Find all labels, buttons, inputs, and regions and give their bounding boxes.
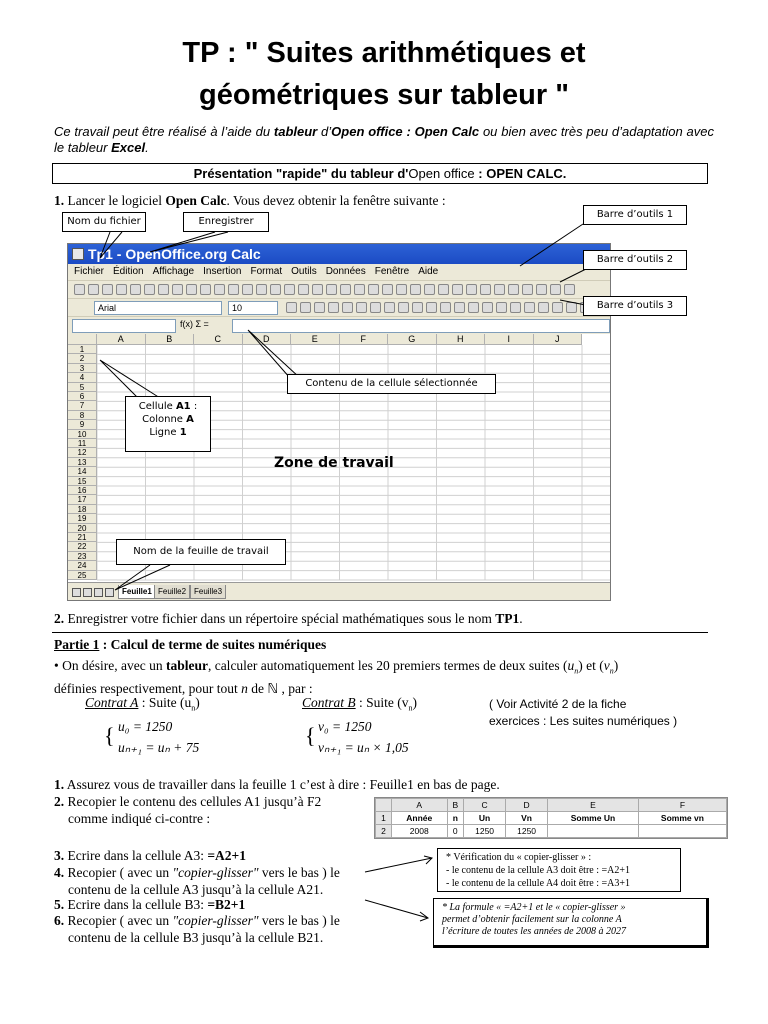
callout-cellule-a1: Cellule A1 : Colonne A Ligne 1 (125, 396, 211, 452)
row-header[interactable]: 18 (68, 505, 97, 514)
row-header[interactable]: 4 (68, 373, 97, 382)
menu-item[interactable]: Données (325, 266, 366, 277)
contrat-b-label: Contrat B : Suite $(v_n)$ (302, 695, 418, 713)
row-header[interactable]: 7 (68, 401, 97, 410)
table-cell: 1250 (506, 825, 548, 838)
table-col-header: F (638, 799, 726, 812)
formula-symbols: f(x) Σ = (180, 319, 209, 329)
menu-item[interactable]: Fichier (74, 266, 105, 277)
table-header-row (376, 799, 727, 812)
table-col-header: C (464, 799, 506, 812)
callout-contenu-cellule: Contenu de la cellule sélectionnée (287, 374, 496, 394)
section-separator (52, 632, 708, 633)
row-header[interactable]: 24 (68, 561, 97, 570)
verification-line: - le contenu de la cellule A3 doit être : =A2+1 (446, 865, 630, 876)
row-header[interactable]: 22 (68, 542, 97, 551)
column-header[interactable]: E (291, 334, 340, 345)
menu-item[interactable]: Édition (113, 266, 144, 277)
row-header[interactable]: 9 (68, 420, 97, 429)
table-col-header: D (506, 799, 548, 812)
arrow-verif (365, 858, 432, 872)
table-cell: Somme vn (638, 812, 726, 825)
arrow-verif-head (424, 856, 432, 864)
contrat-a-brace: { (104, 723, 115, 748)
table-cell: 1250 (464, 825, 506, 838)
row-header[interactable]: 1 (68, 345, 97, 354)
table-cell (548, 825, 639, 838)
step-2-recopier: 2. Recopier le contenu des cellules A1 jusqu’à F2 comme indiqué ci-contre : (54, 794, 322, 826)
row-header[interactable]: 16 (68, 486, 97, 495)
table-corner (376, 799, 392, 812)
table-cell (638, 825, 726, 838)
callout-enregistrer: Enregistrer (183, 212, 269, 232)
row-header[interactable]: 2 (68, 354, 97, 363)
font-name-field: Arial (94, 301, 222, 315)
contrat-b-eq1: v₀ = 1250 (318, 719, 372, 734)
row-header[interactable]: 15 (68, 477, 97, 486)
row-header[interactable]: 10 (68, 430, 97, 439)
verification-line: - le contenu de la cellule A4 doit être : =A3+1 (446, 878, 630, 889)
step2-save: 2. Enregistrer votre fichier dans un répertoire spécial mathématiques sous le nom TP1. (54, 611, 523, 626)
presentation-box: Présentation "rapide" du tableur d'Open office : OPEN CALC. (52, 163, 708, 184)
row-header[interactable]: 12 (68, 448, 97, 457)
callout-pointer-feuille (115, 565, 170, 590)
table-cell: Somme Un (548, 812, 639, 825)
step-4-recopier-a3: 4. Recopier ( avec un "copier-glisser" vers le bas ) le contenu de la cellule A3 jusqu’à la cellule A21. (54, 865, 340, 897)
row-header[interactable]: 21 (68, 533, 97, 542)
contrat-a-eq1: u₀ = 1250 (118, 719, 173, 734)
menu-item[interactable]: Aide (418, 266, 439, 277)
row-header[interactable]: 6 (68, 392, 97, 401)
menu-item[interactable]: Outils (291, 266, 317, 277)
sheet-tab[interactable]: Feuille3 (190, 585, 226, 599)
callout-nom-fichier: Nom du fichier (62, 212, 146, 232)
step-3-ecrire-a3: 3. Ecrire dans la cellule A3: =A2+1 (54, 848, 246, 863)
table-col-header: E (548, 799, 639, 812)
row-header[interactable]: 25 (68, 571, 97, 580)
verification-title: * Vérification du « copier-glisser » : (446, 852, 592, 863)
page-title-line2: géométriques sur tableur " (199, 79, 569, 111)
step-5-ecrire-b3: 5. Ecrire dans la cellule B3: =B2+1 (54, 897, 246, 912)
row-header[interactable]: 14 (68, 467, 97, 476)
callout-pointer-nom (100, 232, 122, 258)
intro-paragraph: Ce travail peut être réalisé à l’aide du tableur d’Open office : Open Calc ou bien avec très peu d’adaptation avec le tableur Excel. (54, 124, 715, 155)
column-header[interactable]: D (243, 334, 292, 345)
row-header[interactable]: 17 (68, 495, 97, 504)
table-cell: n (447, 812, 464, 825)
step-6-recopier-b3: 6. Recopier ( avec un "copier-glisser" vers le bas ) le contenu de la cellule B3 jusqu’à la cellule B21. (54, 913, 340, 945)
callout-pointer-cellule (100, 360, 160, 398)
sheet-tab[interactable]: Feuille2 (154, 585, 190, 599)
column-header[interactable]: H (437, 334, 486, 345)
row-header[interactable]: 3 (68, 364, 97, 373)
callout-barre-2: Barre d’outils 2 (583, 250, 687, 270)
table-col-header: A (392, 799, 448, 812)
contrat-a-eq2: uₙ₊₁ = uₙ + 75 (118, 740, 200, 755)
example-table (374, 797, 728, 839)
menu-item[interactable]: Affichage (152, 266, 195, 277)
menu-item[interactable]: Insertion (203, 266, 242, 277)
partie1-paragraph: • On désire, avec un tableur, calculer automatiquement les 20 premiers termes de deux suites $(u_n)$ et $(v_n)$ définies respectivement, pour tout n de ℕ , par : (54, 658, 619, 696)
table-row (376, 812, 727, 825)
callout-nom-feuille: Nom de la feuille de travail (116, 539, 286, 565)
partie1-heading: Partie 1 : Calcul de terme de suites numériques (54, 637, 327, 652)
voir-activite-note: ( Voir Activité 2 de la fiche exercices : Les suites numériques ) (489, 697, 678, 728)
contrat-a-label: Contrat A : Suite $(u_n)$ (85, 695, 200, 713)
formule-box: * La formule « =A2+1 et le « copier-glisser » permet d’obtenir facilement sur la colonne A l’écriture de toutes les années de 2008 à 2027 (433, 898, 709, 948)
callout-pointer-contenu (248, 330, 300, 378)
arrow-formule (365, 900, 428, 918)
menu-item[interactable]: Fenêtre (374, 266, 410, 277)
column-header[interactable]: B (146, 334, 195, 345)
callout-pointer-enregistrer (150, 232, 228, 252)
row-header[interactable]: 8 (68, 411, 97, 420)
row-header[interactable]: 23 (68, 552, 97, 561)
sheet-tab[interactable]: Feuille1 (118, 585, 156, 599)
font-size-field: 10 (228, 301, 278, 315)
row-header[interactable]: 19 (68, 514, 97, 523)
step-1-feuille: 1. Assurez vous de travailler dans la feuille 1 c’est à dire : Feuille1 en bas de page. (54, 777, 500, 792)
callout-barre-1: Barre d’outils 1 (583, 205, 687, 225)
table-cell: 2008 (392, 825, 448, 838)
table-row-header: 2 (376, 825, 392, 838)
callout-barre-3: Barre d’outils 3 (583, 296, 687, 316)
column-header[interactable]: C (194, 334, 243, 345)
row-header[interactable]: 11 (68, 439, 97, 448)
column-header[interactable]: I (485, 334, 534, 345)
row-header[interactable]: 20 (68, 524, 97, 533)
table-row (376, 825, 727, 838)
verification-box (437, 848, 681, 892)
column-header[interactable]: G (388, 334, 437, 345)
table-cell: Année (392, 812, 448, 825)
step1-launch: 1. Lancer le logiciel Open Calc. Vous devez obtenir la fenêtre suivante : (54, 193, 446, 208)
window-titlebar: Tp1 - OpenOffice.org Calc (68, 244, 611, 264)
contrat-b-eq2: vₙ₊₁ = uₙ × 1,05 (318, 740, 409, 755)
column-header[interactable]: A (97, 334, 146, 345)
menu-item[interactable]: Format (250, 266, 283, 277)
table-cell: Un (464, 812, 506, 825)
table-cell: Vn (506, 812, 548, 825)
row-header[interactable]: 5 (68, 383, 97, 392)
page-title-line1: TP : " Suites arithmétiques et (182, 37, 586, 69)
table-row-header: 1 (376, 812, 392, 825)
row-header[interactable]: 13 (68, 458, 97, 467)
table-cell: 0 (447, 825, 464, 838)
table-col-header: B (447, 799, 464, 812)
callout-line-barre1 (520, 224, 583, 266)
column-header[interactable]: J (534, 334, 583, 345)
column-header[interactable]: F (340, 334, 389, 345)
zone-de-travail-label: Zone de travail (274, 455, 394, 471)
contrat-b-brace: { (305, 723, 316, 748)
